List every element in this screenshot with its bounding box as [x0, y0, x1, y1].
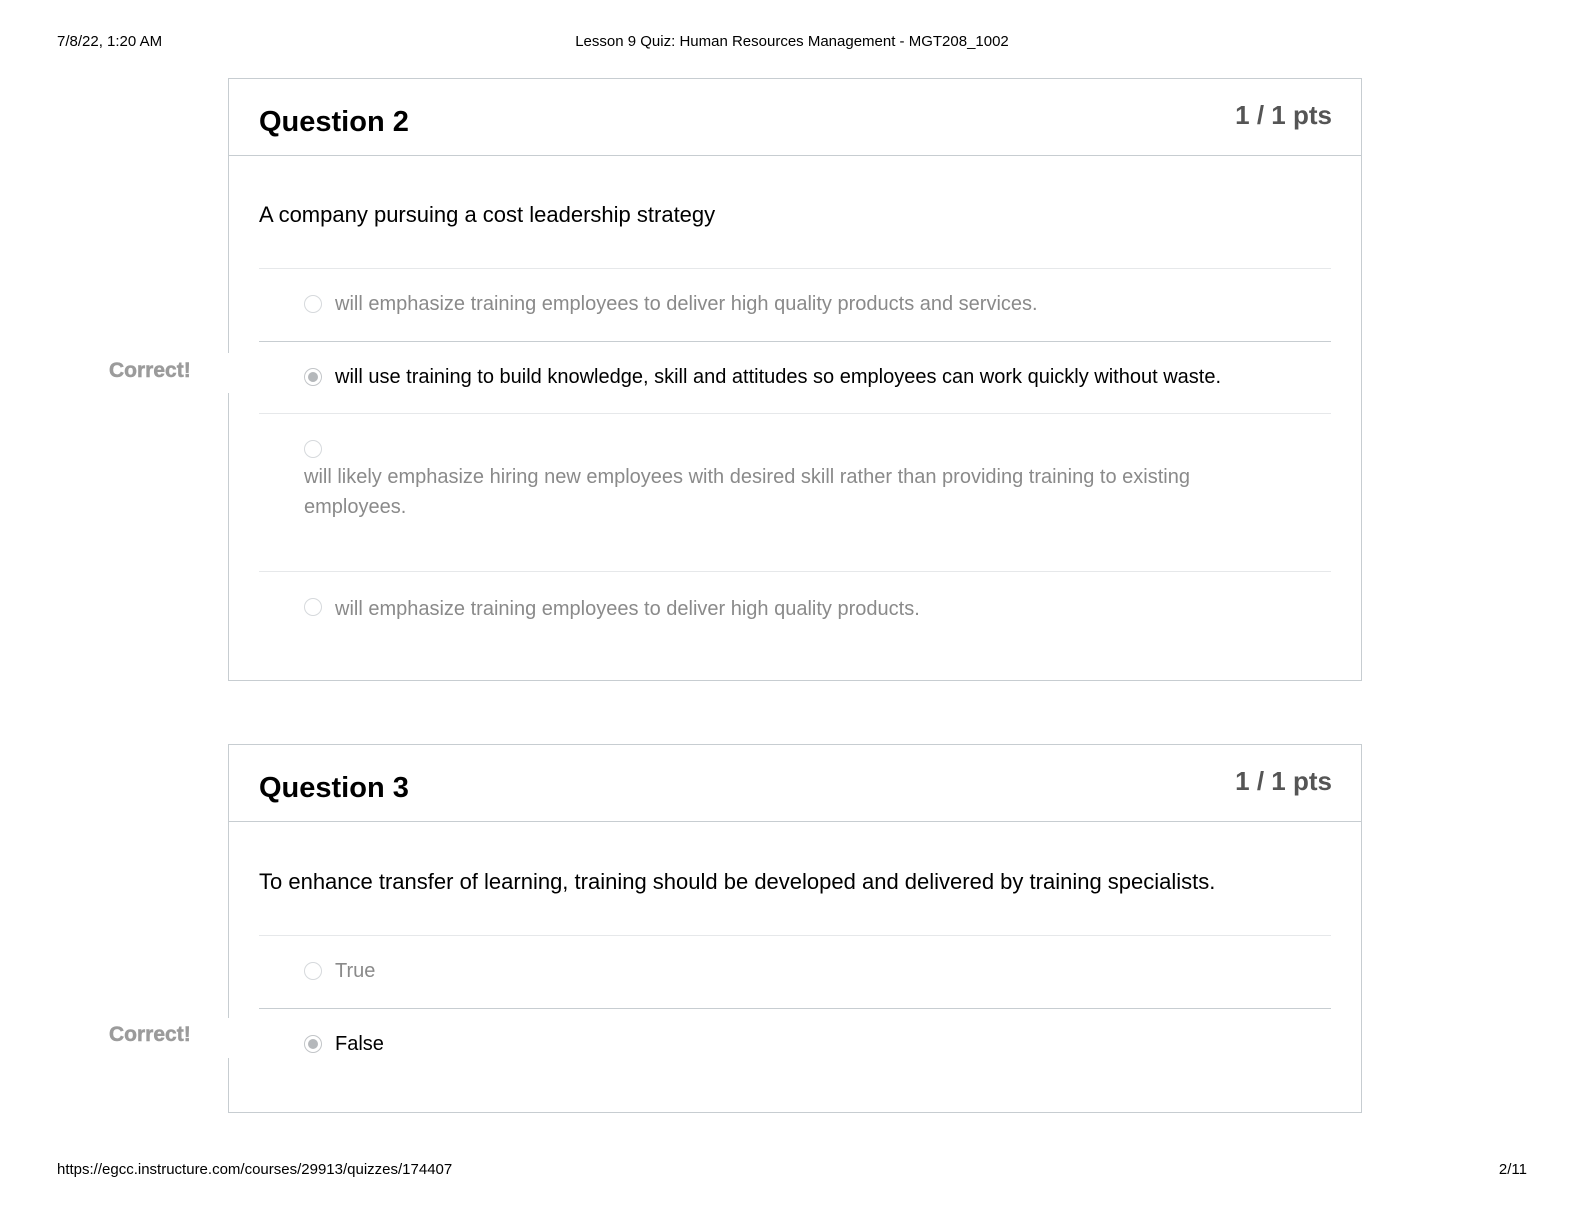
- answer-label: will likely emphasize hiring new employees with desired skill rather than providing training to existing employees.: [304, 466, 1190, 518]
- question-card-2: [228, 78, 1362, 681]
- print-url: https://egcc.instructure.com/courses/29913/quizzes/174407: [57, 1161, 453, 1178]
- radio-unchecked-icon[interactable]: [304, 295, 322, 313]
- radio-unchecked-icon[interactable]: [304, 598, 322, 616]
- answer-label: True: [335, 960, 376, 982]
- correct-answer-marker: Correct!: [109, 359, 191, 382]
- divider: [224, 353, 232, 393]
- answer-label: will emphasize training employees to deliver high quality products and services.: [335, 293, 1038, 315]
- question-header: [229, 79, 1361, 156]
- question-card-3: [228, 744, 1362, 1113]
- answer-option-selected[interactable]: [259, 1008, 1331, 1081]
- divider: [224, 1018, 232, 1058]
- answer-label: will emphasize training employees to deliver high quality products.: [335, 598, 920, 620]
- radio-unchecked-icon[interactable]: [304, 962, 322, 980]
- answer-option[interactable]: [259, 413, 1331, 571]
- print-page-number: 2/11: [1498, 1161, 1527, 1178]
- question-text: A company pursuing a cost leadership strategy: [259, 202, 716, 227]
- question-title: Question 2: [259, 106, 409, 138]
- question-text: To enhance transfer of learning, training should be developed and delivered by training specialists.: [259, 869, 1216, 894]
- answer-option[interactable]: [259, 571, 1331, 651]
- answer-option-selected[interactable]: [259, 341, 1331, 413]
- radio-unchecked-icon[interactable]: [304, 440, 322, 458]
- answer-label: will use training to build knowledge, skill and attitudes so employees can work quickly without waste.: [335, 366, 1222, 388]
- question-title: Question 3: [259, 772, 409, 804]
- question-points: 1 / 1 pts: [1235, 766, 1332, 796]
- radio-checked-icon[interactable]: [304, 368, 322, 386]
- print-date: 7/8/22, 1:20 AM: [57, 33, 163, 50]
- print-page-title: Lesson 9 Quiz: Human Resources Management - MGT208_1002: [575, 33, 1009, 50]
- answer-option[interactable]: [259, 935, 1331, 1008]
- correct-answer-marker: Correct!: [109, 1023, 191, 1046]
- question-header: [229, 745, 1361, 822]
- radio-checked-icon[interactable]: [304, 1035, 322, 1053]
- answer-option[interactable]: [259, 268, 1331, 341]
- answer-label: False: [335, 1033, 384, 1055]
- question-points: 1 / 1 pts: [1235, 100, 1332, 130]
